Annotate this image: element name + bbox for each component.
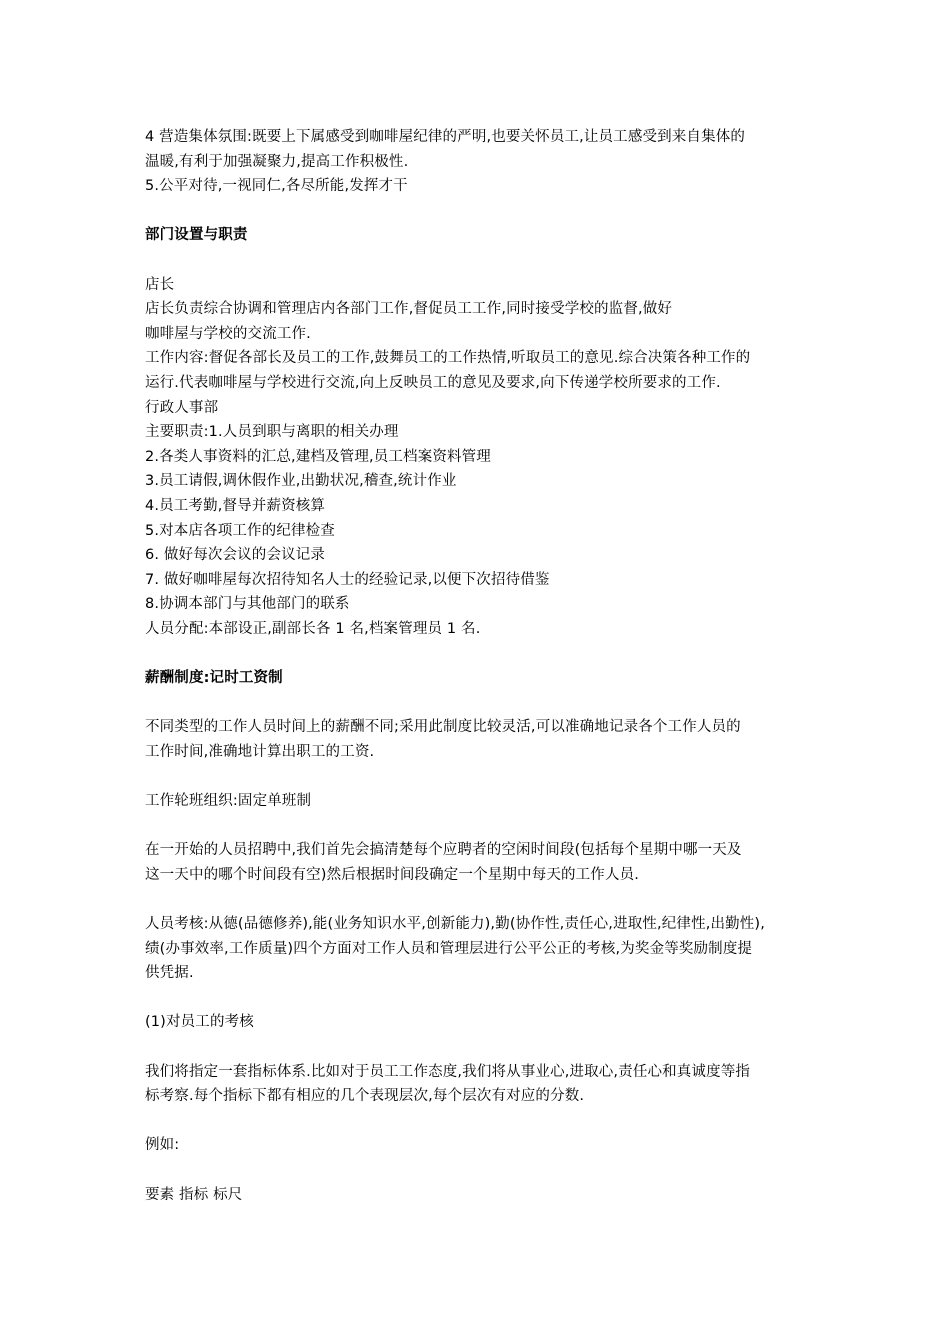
text-line: 不同类型的工作人员时间上的薪酬不同;采用此制度比较灵活,可以准确地记录各个工作人员的 xyxy=(145,719,741,736)
text-line: 这一天中的哪个时间段有空)然后根据时间段确定一个星期中每天的工作人员. xyxy=(145,866,640,883)
paragraph-salary xyxy=(145,715,810,764)
text-line: 5.公平对待,一视同仁,各尽所能,发挥才干 xyxy=(145,178,408,195)
text-line: 5.对本店各项工作的纪律检查 xyxy=(145,522,335,539)
heading-text: 薪酬制度:记时工资制 xyxy=(145,670,283,687)
text-line: 供凭据. xyxy=(145,965,194,982)
text-line: 2.各类人事资料的汇总,建档及管理,员工档案资料管理 xyxy=(145,448,491,465)
paragraph-example xyxy=(145,1133,810,1158)
section-heading-salary xyxy=(145,666,810,691)
paragraph-indicator-system xyxy=(145,1060,810,1109)
text-line: 例如: xyxy=(145,1137,180,1154)
text-line: 咖啡屋与学校的交流工作. xyxy=(145,325,311,342)
text-line: 8.协调本部门与其他部门的联系 xyxy=(145,596,350,613)
paragraph-employee-assessment xyxy=(145,1010,810,1035)
paragraph-recruitment xyxy=(145,838,810,887)
text-line: 温暖,有利于加强凝聚力,提高工作积极性. xyxy=(145,153,409,170)
text-line: 店长 xyxy=(145,276,175,293)
text-line: 标考察.每个指标下都有相应的几个表现层次,每个层次有对应的分数. xyxy=(145,1088,585,1105)
paragraph-departments xyxy=(145,273,810,642)
paragraph-table-header xyxy=(145,1183,810,1208)
text-line: 人员分配:本部设正,副部长各 1 名,档案管理员 1 名. xyxy=(145,620,481,637)
paragraph-shift xyxy=(145,789,810,814)
paragraph-1 xyxy=(145,125,810,199)
paragraph-assessment xyxy=(145,912,810,986)
text-line: (1)对员工的考核 xyxy=(145,1014,254,1031)
text-line: 3.员工请假,调休假作业,出勤状况,稽查,统计作业 xyxy=(145,473,457,490)
text-line: 工作时间,准确地计算出职工的工资. xyxy=(145,743,375,760)
section-heading-departments xyxy=(145,223,810,248)
text-line: 4.员工考勤,督导并薪资核算 xyxy=(145,497,326,514)
text-line: 运行.代表咖啡屋与学校进行交流,向上反映员工的意见及要求,向下传递学校所要求的工作. xyxy=(145,374,721,391)
text-line: 我们将指定一套指标体系.比如对于员工工作态度,我们将从事业心,进取心,责任心和真诚度等指 xyxy=(145,1063,751,1080)
heading-text: 部门设置与职责 xyxy=(145,227,248,244)
text-line: 6. 做好每次会议的会议记录 xyxy=(145,547,326,564)
text-line: 在一开始的人员招聘中,我们首先会搞清楚每个应聘者的空闲时间段(包括每个星期中哪一天及 xyxy=(145,842,742,859)
text-line: 要素 指标 标尺 xyxy=(145,1186,243,1203)
text-line: 主要职责:1.人员到职与离职的相关办理 xyxy=(145,424,399,441)
document-page xyxy=(145,125,810,1207)
text-line: 人员考核:从德(品德修养),能(业务知识水平,创新能力),勤(协作性,责任心,进取性,纪律性,出勤性), xyxy=(145,916,765,932)
text-line: 7. 做好咖啡屋每次招待知名人士的经验记录,以便下次招待借鉴 xyxy=(145,571,550,588)
text-line: 绩(办事效率,工作质量)四个方面对工作人员和管理层进行公平公正的考核,为奖金等奖励制度提 xyxy=(145,940,753,957)
text-line: 工作内容:督促各部长及员工的工作,鼓舞员工的工作热情,听取员工的意见.综合决策各种工作的 xyxy=(145,350,751,367)
text-line: 店长负责综合协调和管理店内各部门工作,督促员工工作,同时接受学校的监督,做好 xyxy=(145,301,673,318)
text-line: 4 营造集体氛围:既要上下属感受到咖啡屋纪律的严明,也要关怀员工,让员工感受到来自集体的 xyxy=(145,129,746,145)
text-line: 工作轮班组织:固定单班制 xyxy=(145,793,312,810)
text-line: 行政人事部 xyxy=(145,399,219,416)
